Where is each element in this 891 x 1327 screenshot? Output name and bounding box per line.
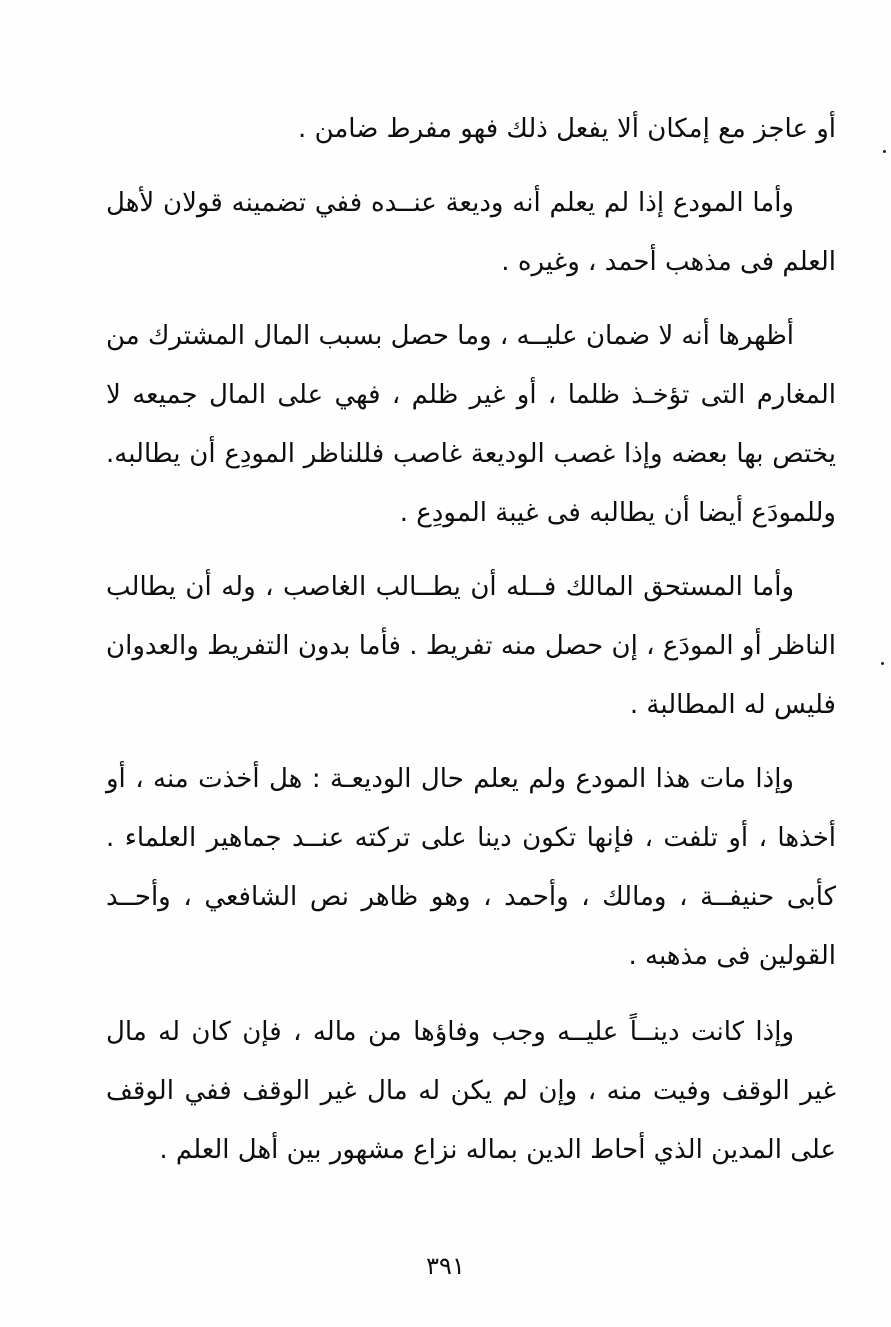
paragraph-6: وإذا كانت دينــاً عليــه وجب وفاؤها من ماله ، فإن كان له مال غير الوقف وفيت منه ، وإن لم يكن له مال غير الوقف ففي الوقف على المدين الذي أحاط الدين بماله نزاع مشهور بين أهل العلم . xyxy=(106,1017,836,1165)
page-number: ٣٩١ xyxy=(426,1252,465,1280)
scan-speck xyxy=(881,662,884,665)
paragraph-3: أظهرها أنه لا ضمان عليــه ، وما حصل بسبب المال المشترك من المغارم التى تؤخـذ ظلما ، أو غير ظلم ، فهي على المال جميعه لا يختص بها بعضه وإذا غصب الوديعة غاصب فللناظر المودِع أن يطالبه. وللمودَع أيضا أن يطالبه فى غيبة المودِع . xyxy=(106,321,836,528)
paragraph-5: وإذا مات هذا المودع ولم يعلم حال الوديعـة : هل أخذت منه ، أو أخذها ، أو تلفت ، فإنها تكون دينا على تركته عنــد جماهير العلماء . كأبى حنيفــة ، ومالك ، وأحمد ، وهو ظاهر نص الشافعي ، وأحــد القولين فى مذهبه . xyxy=(106,764,836,971)
paragraph-1: أو عاجز مع إمكان ألا يفعل ذلك فهو مفرط ضامن . xyxy=(298,114,836,144)
page-body xyxy=(106,100,836,1180)
scan-speck xyxy=(883,150,886,153)
paragraph-2: وأما المودع إذا لم يعلم أنه وديعة عنــده ففي تضمينه قولان لأهل العلم فى مذهب أحمد ، وغيره . xyxy=(106,188,836,277)
paragraph-4: وأما المستحق المالك فــله أن يطــالب الغاصب ، وله أن يطالب الناظر أو المودَع ، إن حصل منه تفريط . فأما بدون التفريط والعدوان فليس له المطالبة . xyxy=(106,572,836,720)
